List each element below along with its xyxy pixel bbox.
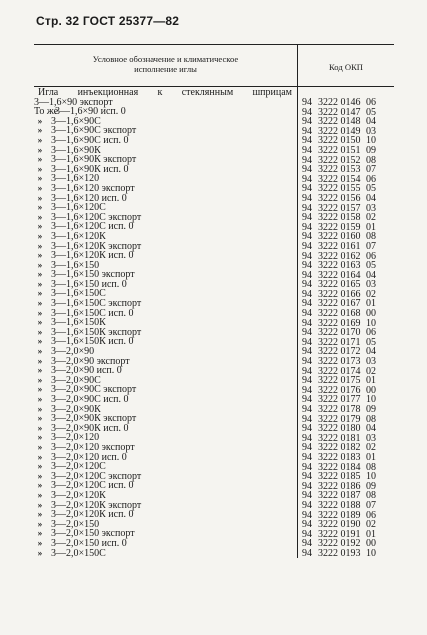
code-prefix: 94 <box>302 221 312 233</box>
code-number: 3222 0189 <box>318 509 361 521</box>
ditto-marker: » <box>37 547 43 558</box>
code-check-digits: 10 <box>366 135 376 147</box>
page-header: Стр. 32 ГОСТ 25377—82 <box>36 14 180 28</box>
ditto-marker: » <box>37 461 43 472</box>
ditto-marker: » <box>37 336 43 347</box>
code-prefix: 94 <box>302 384 312 396</box>
code-check-digits: 05 <box>366 106 376 118</box>
code-number: 3222 0167 <box>318 298 361 310</box>
ditto-marker: » <box>37 317 43 328</box>
code-number: 3222 0164 <box>318 269 361 281</box>
designation-text: 3—2,0×90С исп. 0 <box>51 394 129 405</box>
code-prefix: 94 <box>302 528 312 540</box>
ditto-marker: » <box>37 134 43 145</box>
code-check-digits: 02 <box>366 288 376 300</box>
code-check-digits: 09 <box>366 144 376 156</box>
code-number: 3222 0181 <box>318 432 361 444</box>
ditto-marker: » <box>37 202 43 213</box>
ditto-marker: » <box>37 537 43 548</box>
ditto-marker: » <box>37 355 43 366</box>
code-check-digits: 10 <box>366 317 376 329</box>
okp-code-column <box>302 98 382 559</box>
code-check-digits: 02 <box>366 212 376 224</box>
code-prefix: 94 <box>302 135 312 147</box>
code-check-digits: 08 <box>366 413 376 425</box>
code-check-digits: 07 <box>366 240 376 252</box>
designation-text: 3—2,0×90С <box>51 374 101 386</box>
designation-text: 3—2,0×90К <box>51 403 101 415</box>
code-number: 3222 0158 <box>318 212 361 224</box>
column-header-designation-line1: Условное обозначение и климатическое <box>92 54 239 64</box>
code-prefix: 94 <box>302 144 312 156</box>
designation-text: 3—1,6×120 <box>51 173 100 185</box>
designation-text: 3—1,6×150К исп. 0 <box>51 336 134 348</box>
ditto-marker: » <box>37 470 43 481</box>
ditto-marker: » <box>37 403 43 414</box>
code-number: 3222 0174 <box>318 365 361 377</box>
code-check-digits: 02 <box>366 365 376 377</box>
code-check-digits: 02 <box>366 519 376 531</box>
ditto-marker: » <box>37 432 43 443</box>
designation-text: 3—1,6×120С <box>51 202 106 214</box>
designation-text: 3—2,0×150С <box>51 547 106 559</box>
code-number: 3222 0170 <box>318 327 361 339</box>
code-number: 3222 0151 <box>318 144 361 156</box>
code-check-digits: 04 <box>366 116 376 128</box>
code-prefix: 94 <box>302 269 312 281</box>
code-prefix: 94 <box>302 116 312 128</box>
code-number: 3222 0149 <box>318 125 361 137</box>
code-check-digits: 03 <box>366 202 376 214</box>
ditto-marker: » <box>37 250 43 261</box>
code-number: 3222 0185 <box>318 471 361 483</box>
code-check-digits: 09 <box>366 404 376 415</box>
designation-text: 3—1,6×90К <box>51 144 101 156</box>
designation-text: 3—1,6×150К экспорт <box>51 326 142 338</box>
code-number: 3222 0148 <box>318 116 361 128</box>
code-prefix: 94 <box>302 288 312 300</box>
code-number: 3222 0177 <box>318 394 361 406</box>
designation-text: 3—2,0×120К исп. 0 <box>51 509 134 521</box>
code-prefix: 94 <box>302 442 312 454</box>
code-prefix: 94 <box>302 192 312 204</box>
designation-text: 3—2,0×90 <box>51 346 95 358</box>
ditto-marker: » <box>37 326 43 337</box>
ditto-marker: » <box>37 441 43 452</box>
code-prefix: 94 <box>302 471 312 483</box>
designation-text: 3—1,6×90С экспорт <box>51 125 137 137</box>
code-number: 3222 0165 <box>318 279 361 291</box>
designation-text: 3—2,0×120С <box>51 461 106 473</box>
designation-text: 3—2,0×90К экспорт <box>51 413 137 425</box>
code-check-digits: 08 <box>366 461 376 473</box>
ditto-marker: » <box>37 374 43 385</box>
ditto-marker: » <box>37 154 43 165</box>
designation-text: 3—1,6×150 <box>51 259 100 271</box>
designation-text: 3—1,6×90С <box>51 115 101 127</box>
code-prefix: 94 <box>302 490 312 502</box>
code-check-digits: 01 <box>366 298 376 310</box>
designation-text: 3—1,6×120 экспорт <box>51 182 135 194</box>
code-prefix: 94 <box>302 173 312 185</box>
code-prefix: 94 <box>302 356 312 368</box>
code-prefix: 94 <box>302 461 312 473</box>
ditto-marker: » <box>37 307 43 318</box>
code-number: 3222 0183 <box>318 451 361 463</box>
ditto-marker: » <box>37 240 43 251</box>
code-check-digits: 06 <box>366 173 376 185</box>
code-check-digits: 01 <box>366 221 376 233</box>
code-number: 3222 0147 <box>318 106 361 118</box>
code-check-digits: 05 <box>366 183 376 195</box>
ditto-marker: » <box>37 509 43 520</box>
code-check-digits: 07 <box>366 164 376 176</box>
code-number: 3222 0179 <box>318 413 361 425</box>
code-number: 3222 0157 <box>318 202 361 214</box>
designation-text: 3—2,0×120К <box>51 489 106 501</box>
designation-text: 3—1,6×90 исп. 0 <box>55 106 126 118</box>
code-prefix: 94 <box>302 308 312 320</box>
code-prefix: 94 <box>302 499 312 511</box>
code-number: 3222 0146 <box>318 97 361 108</box>
table-column-divider <box>297 44 298 558</box>
ditto-marker: » <box>37 230 43 241</box>
code-prefix: 94 <box>302 183 312 195</box>
ditto-marker: » <box>37 489 43 500</box>
ditto-marker: » <box>37 346 43 357</box>
code-prefix: 94 <box>302 279 312 291</box>
ditto-marker: » <box>37 192 43 203</box>
code-check-digits: 03 <box>366 279 376 291</box>
code-number: 3222 0160 <box>318 231 361 243</box>
code-prefix: 94 <box>302 547 312 559</box>
code-check-digits: 08 <box>366 154 376 166</box>
code-number: 3222 0171 <box>318 336 361 348</box>
code-number: 3222 0188 <box>318 499 361 511</box>
code-check-digits: 05 <box>366 260 376 272</box>
ditto-marker: » <box>37 115 43 126</box>
ditto-marker: То же <box>34 106 59 118</box>
code-prefix: 94 <box>302 298 312 310</box>
designation-text: 3—2,0×120К экспорт <box>51 499 142 511</box>
designation-text: 3—2,0×120 экспорт <box>51 441 135 453</box>
table-row <box>34 549 292 559</box>
code-prefix: 94 <box>302 125 312 137</box>
ditto-marker: » <box>37 125 43 136</box>
code-prefix: 94 <box>302 327 312 339</box>
table-top-rule <box>34 44 394 45</box>
designation-text: 3—1,6×120К исп. 0 <box>51 250 134 262</box>
code-check-digits: 00 <box>366 308 376 320</box>
code-check-digits: 10 <box>366 547 376 559</box>
code-prefix: 94 <box>302 212 312 224</box>
code-number: 3222 0159 <box>318 221 361 233</box>
code-number: 3222 0192 <box>318 538 361 550</box>
code-check-digits: 06 <box>366 97 376 108</box>
ditto-marker: » <box>37 269 43 280</box>
code-number: 3222 0166 <box>318 288 361 300</box>
column-header-designation <box>34 54 297 74</box>
code-prefix: 94 <box>302 231 312 243</box>
ditto-marker: » <box>37 288 43 299</box>
code-check-digits: 04 <box>366 192 376 204</box>
code-check-digits: 00 <box>366 538 376 550</box>
code-check-digits: 09 <box>366 480 376 492</box>
designation-text: 3—2,0×150 экспорт <box>51 528 135 540</box>
designation-column <box>34 88 292 558</box>
code-row <box>302 549 382 559</box>
code-number: 3222 0173 <box>318 356 361 368</box>
designation-text: 3—2,0×120 исп. 0 <box>51 451 127 463</box>
designation-text: 3—1,6×120С исп. 0 <box>51 221 134 233</box>
ditto-marker: » <box>37 221 43 232</box>
ditto-marker: » <box>37 528 43 539</box>
designation-text: 3—1,6×90К экспорт <box>51 154 137 166</box>
code-prefix: 94 <box>302 538 312 550</box>
column-header-okp-code: Код ОКП <box>328 62 364 72</box>
designation-text: 3—2,0×90С экспорт <box>51 384 137 396</box>
code-number: 3222 0178 <box>318 404 361 415</box>
ditto-marker: » <box>37 451 43 462</box>
designation-text: 3—2,0×150 исп. 0 <box>51 537 127 549</box>
code-prefix: 94 <box>302 509 312 521</box>
code-check-digits: 04 <box>366 423 376 435</box>
designation-text: 3—1,6×120К <box>51 230 106 242</box>
ditto-marker: » <box>37 422 43 433</box>
code-number: 3222 0153 <box>318 164 361 176</box>
code-prefix: 94 <box>302 317 312 329</box>
column-header-designation-line2: исполнение иглы <box>134 64 197 74</box>
designation-text: 3—1,6×150 экспорт <box>51 269 135 281</box>
designation-text: 3—2,0×120 <box>51 432 100 444</box>
code-prefix: 94 <box>302 451 312 463</box>
code-number: 3222 0155 <box>318 183 361 195</box>
code-number: 3222 0161 <box>318 240 361 252</box>
code-number: 3222 0182 <box>318 442 361 454</box>
code-number: 3222 0154 <box>318 173 361 185</box>
designation-text: 3—1,6×90С исп. 0 <box>51 134 129 146</box>
designation-text: 3—1,6×150С <box>51 288 106 300</box>
ditto-marker: » <box>37 173 43 184</box>
code-prefix: 94 <box>302 336 312 348</box>
code-prefix: 94 <box>302 413 312 425</box>
code-prefix: 94 <box>302 404 312 415</box>
designation-rows <box>34 107 292 558</box>
code-number: 3222 0186 <box>318 480 361 492</box>
designation-text: 3—2,0×120С экспорт <box>51 470 142 482</box>
code-prefix: 94 <box>302 394 312 406</box>
code-check-digits: 10 <box>366 471 376 483</box>
code-prefix: 94 <box>302 480 312 492</box>
code-prefix: 94 <box>302 154 312 166</box>
intro-text-1: Игла инъекционная к стеклянным шприцам <box>38 87 292 98</box>
code-prefix: 94 <box>302 164 312 176</box>
ditto-marker: » <box>37 365 43 376</box>
ditto-marker: » <box>37 163 43 174</box>
code-number: 3222 0172 <box>318 346 361 358</box>
code-number: 3222 0180 <box>318 423 361 435</box>
code-prefix: 94 <box>302 97 312 108</box>
ditto-marker: » <box>37 384 43 395</box>
code-number: 3222 0150 <box>318 135 361 147</box>
designation-text: 3—2,0×120С исп. 0 <box>51 480 134 492</box>
ditto-marker: » <box>37 298 43 309</box>
ditto-marker: » <box>37 144 43 155</box>
code-number: 3222 0163 <box>318 260 361 272</box>
ditto-marker: » <box>37 499 43 510</box>
code-check-digits: 04 <box>366 269 376 281</box>
code-check-digits: 03 <box>366 432 376 444</box>
intro-text-2: 3—1,6×90 экспорт <box>34 96 113 108</box>
code-prefix: 94 <box>302 250 312 262</box>
code-check-digits: 07 <box>366 499 376 511</box>
code-check-digits: 06 <box>366 509 376 521</box>
code-number: 3222 0168 <box>318 308 361 320</box>
code-prefix: 94 <box>302 202 312 214</box>
code-check-digits: 05 <box>366 336 376 348</box>
code-number: 3222 0187 <box>318 490 361 502</box>
code-check-digits: 02 <box>366 442 376 454</box>
ditto-marker: » <box>37 182 43 193</box>
code-check-digits: 01 <box>366 375 376 387</box>
designation-text: 3—2,0×150 <box>51 518 100 530</box>
designation-text: 3—2,0×90К исп. 0 <box>51 422 129 434</box>
ditto-marker: » <box>37 278 43 289</box>
code-number: 3222 0152 <box>318 154 361 166</box>
code-check-digits: 03 <box>366 356 376 368</box>
code-prefix: 94 <box>302 346 312 358</box>
code-prefix: 94 <box>302 423 312 435</box>
code-prefix: 94 <box>302 106 312 118</box>
code-prefix: 94 <box>302 432 312 444</box>
ditto-marker: » <box>37 259 43 270</box>
designation-text: 3—1,6×150С исп. 0 <box>51 307 134 319</box>
code-check-digits: 03 <box>366 125 376 137</box>
code-check-digits: 00 <box>366 384 376 396</box>
ditto-marker: » <box>37 518 43 529</box>
code-number: 3222 0190 <box>318 519 361 531</box>
code-prefix: 94 <box>302 260 312 272</box>
designation-text: 3—1,6×150 исп. 0 <box>51 278 127 290</box>
code-check-digits: 01 <box>366 451 376 463</box>
code-prefix: 94 <box>302 519 312 531</box>
code-check-digits: 08 <box>366 490 376 502</box>
code-prefix: 94 <box>302 375 312 387</box>
code-prefix: 94 <box>302 240 312 252</box>
code-number: 3222 0162 <box>318 250 361 262</box>
code-number: 3222 0169 <box>318 317 361 329</box>
ditto-marker: » <box>37 211 43 222</box>
code-check-digits: 08 <box>366 231 376 243</box>
code-check-digits: 04 <box>366 346 376 358</box>
designation-text: 3—1,6×150С экспорт <box>51 298 142 310</box>
code-number: 3222 0184 <box>318 461 361 473</box>
designation-text: 3—2,0×90 экспорт <box>51 355 130 367</box>
designation-text: 3—1,6×120С экспорт <box>51 211 142 223</box>
ditto-marker: » <box>37 480 43 491</box>
ditto-marker: » <box>37 394 43 404</box>
designation-text: 3—1,6×120К экспорт <box>51 240 142 252</box>
code-check-digits: 01 <box>366 528 376 540</box>
designation-text: 3—1,6×150К <box>51 317 106 329</box>
code-number: 3222 0175 <box>318 375 361 387</box>
designation-text: 3—2,0×90 исп. 0 <box>51 365 122 377</box>
ditto-marker: » <box>37 413 43 424</box>
code-check-digits: 10 <box>366 394 376 406</box>
code-check-digits: 06 <box>366 327 376 339</box>
designation-text: 3—1,6×90К исп. 0 <box>51 163 129 175</box>
code-number: 3222 0176 <box>318 384 361 396</box>
designation-text: 3—1,6×120 исп. 0 <box>51 192 127 204</box>
code-number: 3222 0191 <box>318 528 361 540</box>
code-number: 3222 0193 <box>318 547 361 559</box>
code-prefix: 94 <box>302 365 312 377</box>
code-number: 3222 0156 <box>318 192 361 204</box>
code-check-digits: 06 <box>366 250 376 262</box>
